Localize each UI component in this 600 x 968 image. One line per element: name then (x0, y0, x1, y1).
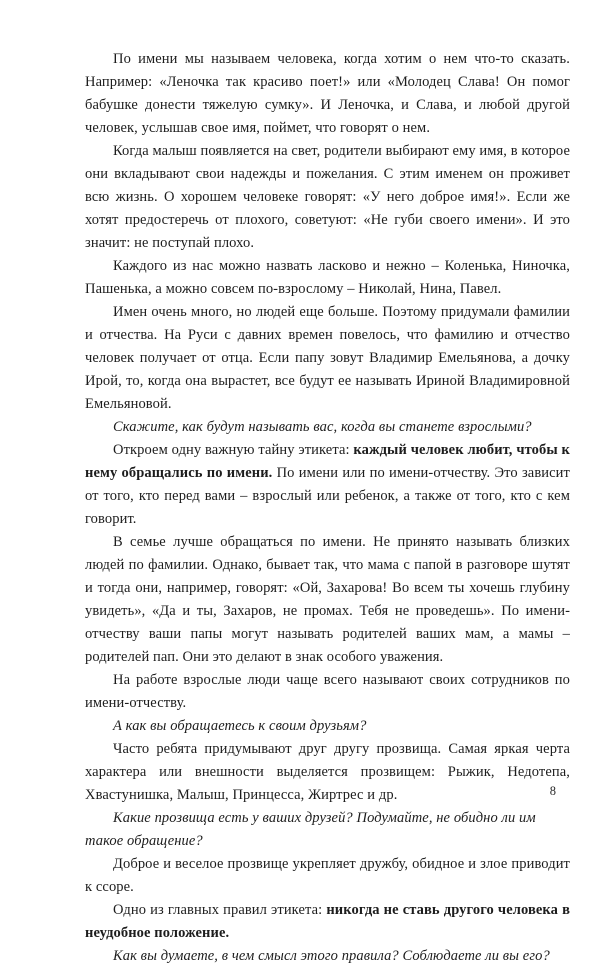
paragraph (85, 255, 570, 301)
text-run: На работе взрослые люди чаще всего называют своих сотрудников по имени-отчеству. (85, 672, 570, 711)
text-run: Одно из главных правил этикета: (113, 902, 327, 918)
text-run: А как вы обращаетесь к своим друзьям? (113, 718, 367, 734)
text-run: По имени мы называем человека, когда хотим о нем что-то сказать. Например: «Леночка так красиво поет!» или «Молодец Слава! Он помог бабушке донести тяжелую сумку». И Леночка, и Слава, и любой другой человек, услышав свое имя, поймет, что говорят о нем. (85, 51, 570, 136)
text-run: Откроем одну важную тайну этикета: (113, 442, 354, 458)
text-run: никогда не ставь другого человека в неудобное положение. (85, 902, 570, 941)
paragraph (85, 715, 570, 738)
paragraph (85, 945, 570, 968)
paragraph (85, 531, 570, 669)
paragraph (85, 899, 570, 945)
text-run: Как вы думаете, в чем смысл этого правила? Соблюдаете ли вы его? (113, 948, 550, 964)
paragraph (85, 140, 570, 255)
text-run: Часто ребята придумывают друг другу прозвища. Самая яркая черта характера или внешности выделяется прозвищем: Рыжик, Недотепа, Хвастунишка, Малыш, Принцесса, Жиртрес и др. (85, 741, 570, 803)
paragraph (85, 807, 570, 853)
paragraph (85, 853, 570, 899)
text-run: Доброе и веселое прозвище укрепляет дружбу, обидное и злое приводит к ссоре. (85, 856, 570, 895)
document-body (85, 48, 570, 968)
paragraph (85, 439, 570, 531)
paragraph (85, 669, 570, 715)
text-run: В семье лучше обращаться по имени. Не принято называть близких людей по фамилии. Однако, бывает так, что мама с папой в разговоре шутят и тогда они, например, говорят: «Ой, Захарова! Во всем ты хочешь глубину увидеть», «Да и ты, Захаров, не промах. Тебя не проведешь». По имени-отчеству ваши папы могут называть родителей ваших мам, а мамы – родителей пап. Они это делают в знак особого уважения. (85, 534, 570, 665)
paragraph (85, 48, 570, 140)
paragraph (85, 416, 570, 439)
paragraph (85, 301, 570, 416)
text-run: каждый человек любит, чтобы к нему обращались по имени. (85, 442, 570, 481)
text-run: Когда малыш появляется на свет, родители выбирают ему имя, в которое они вкладывают свои надежды и пожелания. С этим именем он проживет всю жизнь. О хорошем человеке говорят: «У него доброе имя!». Если же хотят предостеречь от плохого, советуют: «Не губи своего имени». И это значит: не поступай плохо. (85, 143, 570, 251)
text-run: Каждого из нас можно назвать ласково и нежно – Коленька, Ниночка, Пашенька, а можно совсем по-взрослому – Николай, Нина, Павел. (85, 258, 570, 297)
text-run: По имени или по имени-отчеству. Это зависит от того, кто перед вами – взрослый или ребенок, а также от того, кто с кем говорит. (85, 465, 570, 527)
page-number: 8 (549, 784, 556, 798)
text-run: Какие прозвища есть у ваших друзей? Подумайте, не обидно ли им такое обращение? (85, 810, 536, 849)
paragraph (85, 738, 570, 807)
text-run: Скажите, как будут называть вас, когда вы станете взрослыми? (113, 419, 532, 435)
text-run: Имен очень много, но людей еще больше. Поэтому придумали фамилии и отчества. На Руси с давних времен повелось, что фамилию и отчество человек получает от отца. Если папу зовут Владимир Емельянова, а дочку Ирой, то, когда она вырастет, все будут ее называть Ириной Владимировной Емельяновой. (85, 304, 570, 412)
